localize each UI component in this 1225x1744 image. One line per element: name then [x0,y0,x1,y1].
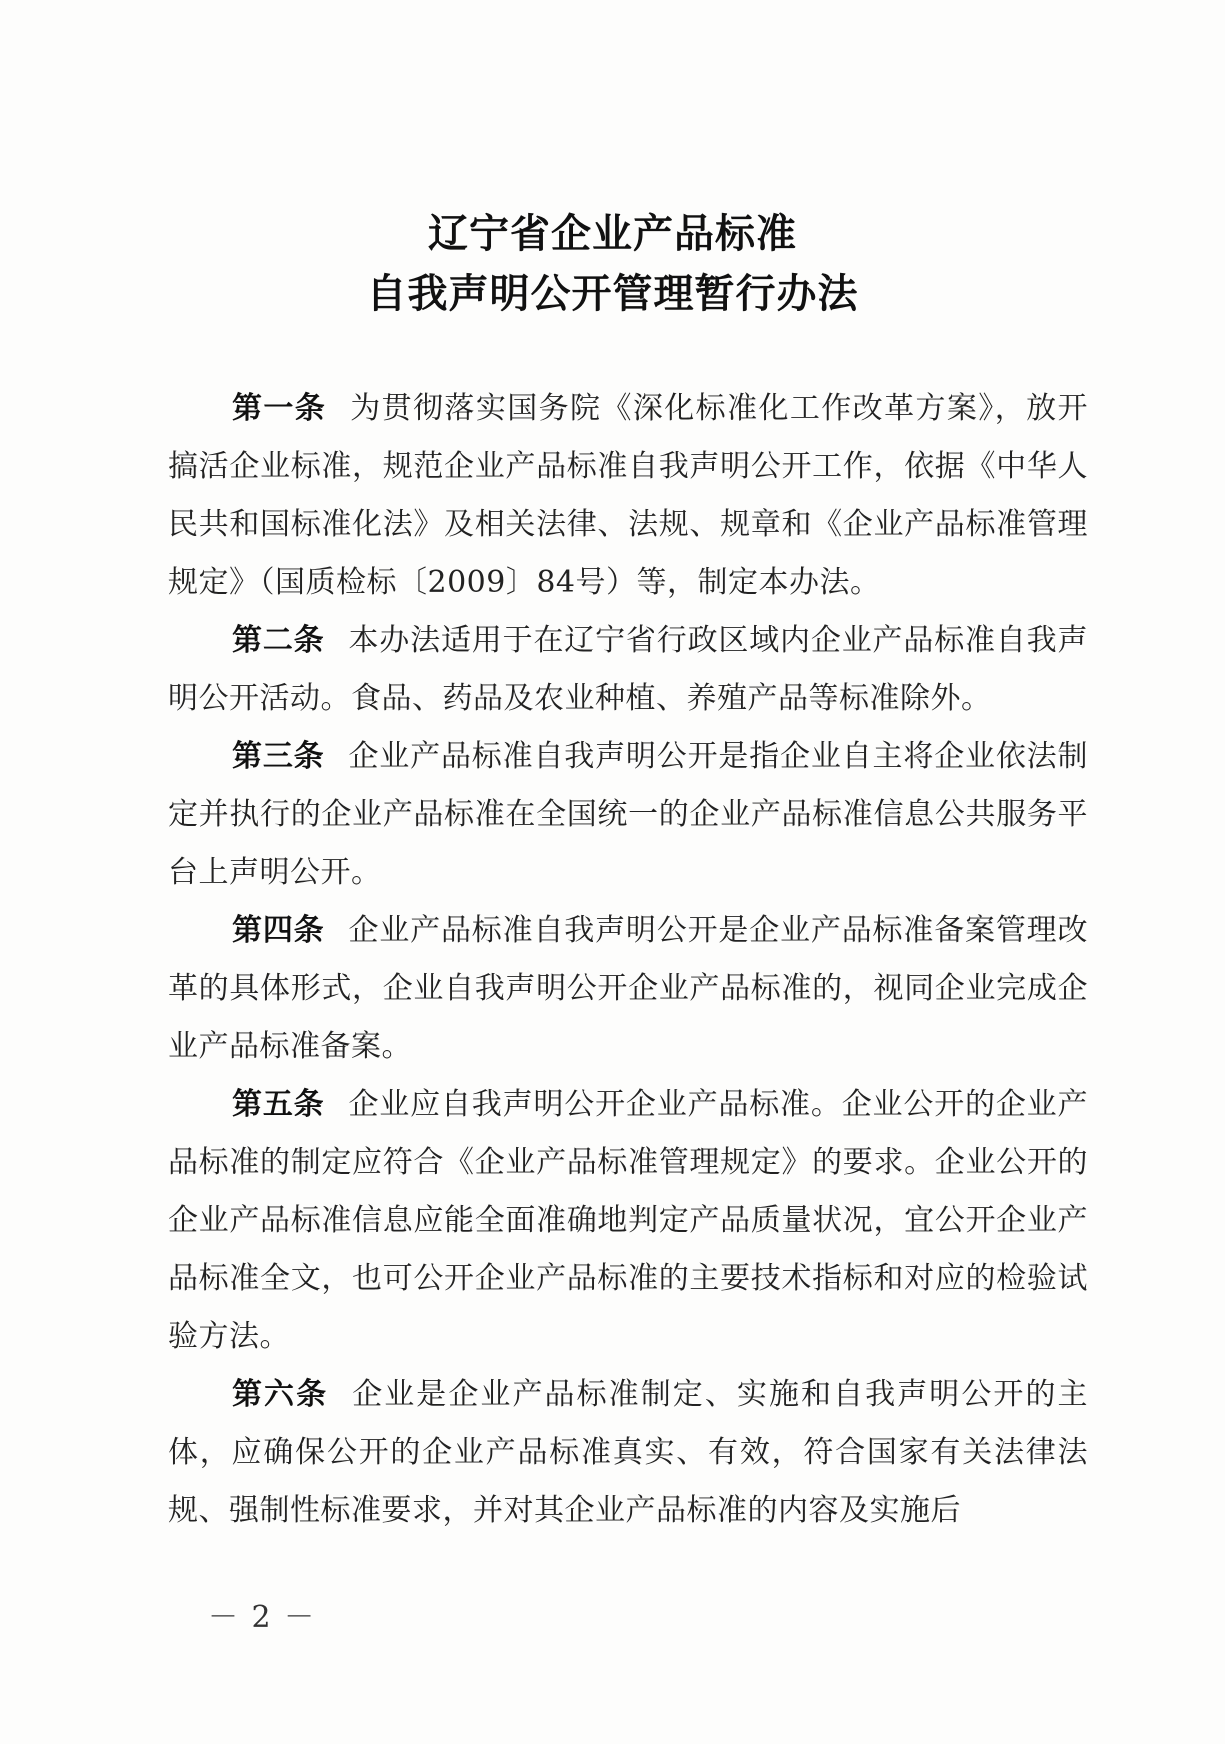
article-heading: 第四条 [232,913,325,948]
document-title [0,204,1225,324]
article-heading: 第五条 [232,1087,325,1122]
article-heading: 第一条 [232,391,327,426]
article-1 [168,380,1088,612]
article-text: 本办法适用于在辽宁省行政区域内企业产品标准自我声明公开活动。食品、药品及农业种植、养殖产品等标准除外。 [168,623,1089,716]
article-5 [168,1076,1088,1366]
title-line-1: 辽宁省企业产品标准 [428,210,797,257]
article-text: 企业是企业产品标准制定、实施和自我声明公开的主体，应确保公开的企业产品标准真实、有效，符合国家有关法律法规、强制性标准要求，并对其企业产品标准的内容及实施后 [168,1377,1089,1528]
article-text: 企业产品标准自我声明公开是企业产品标准备案管理改革的具体形式，企业自我声明公开企业产品标准的，视同企业完成企业产品标准备案。 [168,913,1089,1064]
article-text: 为贯彻落实国务院《深化标准化工作改革方案》，放开搞活企业标准，规范企业产品标准自我声明公开工作，依据《中华人民共和国标准化法》及相关法律、法规、规章和《企业产品标准管理规定》（国质检标〔2009〕84号）等，制定本办法。 [168,391,1089,600]
title-line-2: 自我声明公开管理暂行办法 [366,270,859,317]
article-text: 企业应自我声明公开企业产品标准。企业公开的企业产品标准的制定应符合《企业产品标准管理规定》的要求。企业公开的企业产品标准信息应能全面准确地判定产品质量状况，宜公开企业产品标准全文，也可公开企业产品标准的主要技术指标和对应的检验试验方法。 [168,1087,1089,1354]
article-4 [168,902,1088,1076]
article-heading: 第六条 [232,1377,329,1412]
page-number: － 2 － [208,1600,317,1635]
article-heading: 第二条 [232,623,325,658]
document-body [168,380,1088,1540]
article-text: 企业产品标准自我声明公开是指企业自主将企业依法制定并执行的企业产品标准在全国统一的企业产品标准信息公共服务平台上声明公开。 [168,739,1089,890]
article-6 [168,1366,1088,1540]
article-2 [168,612,1088,728]
article-3 [168,728,1088,902]
article-heading: 第三条 [232,739,325,774]
